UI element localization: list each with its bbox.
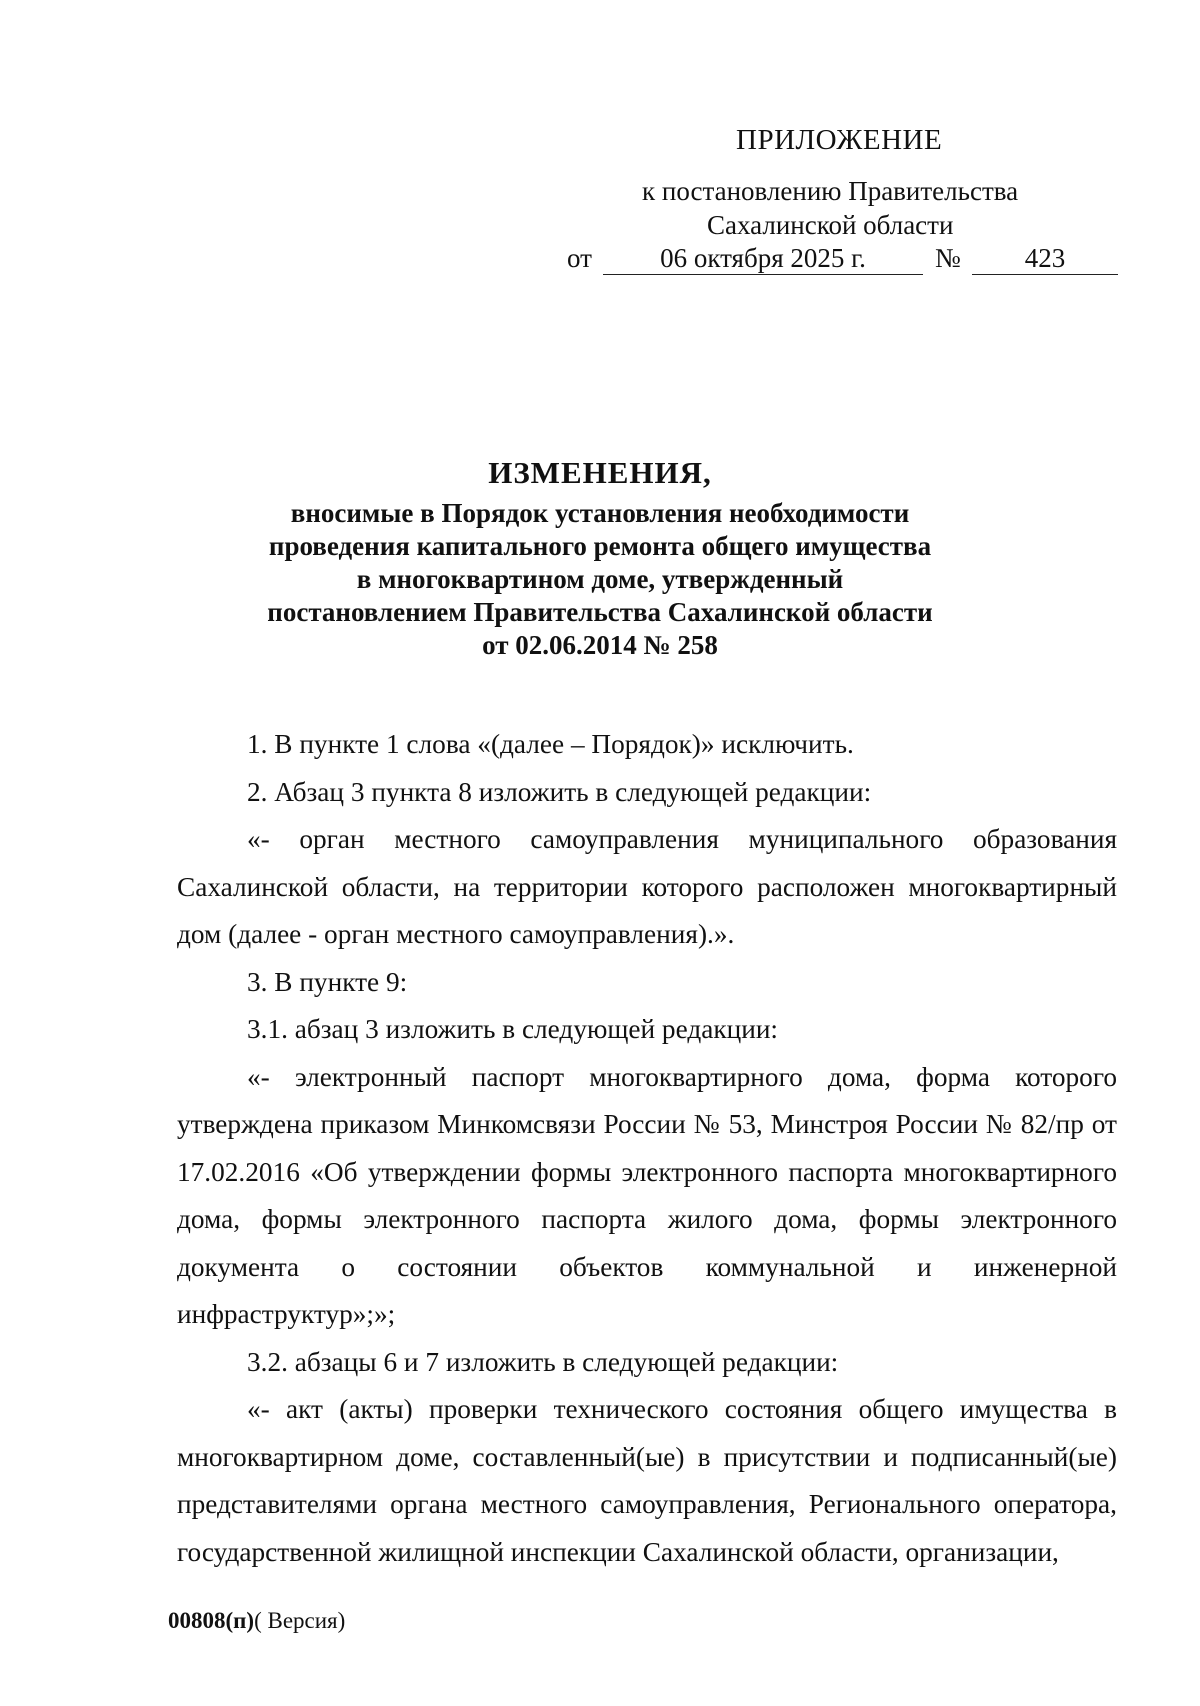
body-paragraph: 3.2. абзацы 6 и 7 изложить в следующей редакции: <box>247 1346 839 1377</box>
resolution-from-label: от <box>567 243 592 273</box>
body-paragraph: «- орган местного самоуправления муниципального образования Сахалинской области, на территории которого расположен многоквартирный дом (далее - орган местного самоуправления).». <box>177 824 1117 949</box>
document-subheading <box>200 497 1000 662</box>
body-paragraph: «- электронный паспорт многоквартирного дома, форма которого утверждена приказом Минкомсвязи России № 53, Минстроя России № 82/пр от 17.02.2016 «Об утверждении формы электронного паспорта многоквартирного дома, формы электронного паспорта жилого дома, формы электронного документа о состоянии объектов коммунальной и инженерной инфраструктур»;»; <box>177 1061 1117 1329</box>
body-paragraph: «- акт (акты) проверки технического состояния общего имущества в многоквартирном доме, составленный(ые) в присутствии и подписанный(ые) представителями органа местного самоуправления, Регионального оператора, государственной жилищной инспекции Сахалинской области, организации, <box>177 1394 1117 1567</box>
document-body <box>177 721 1117 1576</box>
appendix-line-2: Сахалинской области <box>707 210 954 240</box>
body-paragraph: 1. В пункте 1 слова «(далее – Порядок)» исключить. <box>247 729 854 759</box>
subheading-line: от 02.06.2014 № 258 <box>482 630 718 660</box>
document-version: ( Версия) <box>254 1608 346 1633</box>
body-paragraph: 3.1. абзац 3 изложить в следующей редакции: <box>247 1014 779 1044</box>
subheading-line: постановлением Правительства Сахалинской области <box>267 597 933 627</box>
document-code-number: 00808(п) <box>168 1608 255 1633</box>
resolution-date: 06 октября 2025 г. <box>603 243 923 275</box>
subheading-line: в многоквартином доме, утвержденный <box>356 564 844 594</box>
resolution-number: 423 <box>972 243 1118 275</box>
resolution-number-label: № <box>935 243 961 273</box>
subheading-line: вносимые в Порядок установления необходимости <box>290 498 910 528</box>
document-heading: ИЗМЕНЕНИЯ, <box>488 455 712 490</box>
document-code <box>168 1608 345 1634</box>
appendix-line-1: к постановлению Правительства <box>642 176 1019 206</box>
subheading-line: проведения капитального ремонта общего имущества <box>268 531 932 561</box>
body-paragraph: 2. Абзац 3 пункта 8 изложить в следующей редакции: <box>247 776 872 807</box>
body-paragraph: 3. В пункте 9: <box>247 966 408 997</box>
appendix-title: ПРИЛОЖЕНИЕ <box>736 124 943 156</box>
